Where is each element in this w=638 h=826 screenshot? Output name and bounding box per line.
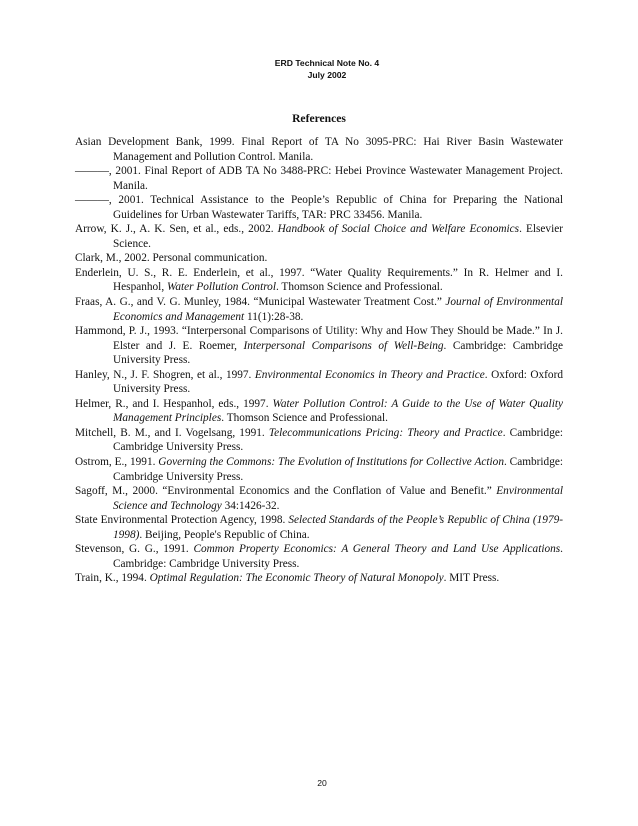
reference-text: Train, K., 1994. <box>75 572 150 585</box>
reference-title: Interpersonal Comparisons of Well-Being <box>243 339 444 352</box>
reference-text: Sagoff, M., 2000. “Environmental Economics and the Conflation of Value and Benefit.” <box>75 485 497 498</box>
reference-text: Hammond, P. J., 1993. “Interpersonal Comparisons of Utility: Why and How They Should be Made.” In J. Elster and J. E. Roemer, <box>75 325 563 352</box>
reference-entry <box>75 324 563 368</box>
reference-text: . Beijing, People's Republic of China. <box>139 528 310 541</box>
reference-text: Fraas, A. G., and V. G. Munley, 1984. “Municipal Wastewater Treatment Cost.” <box>75 296 446 309</box>
reference-text: . Oxford: Oxford University Press. <box>113 368 563 396</box>
reference-text: . Thomson Science and Professional. <box>275 281 443 294</box>
reference-text: Mitchell, B. M., and I. Vogelsang, 1991. <box>75 426 269 439</box>
reference-entry <box>75 542 563 571</box>
reference-text: Helmer, R., and I. Hespanhol, eds., 1997. <box>75 397 273 410</box>
reference-entry <box>75 251 563 266</box>
reference-entry <box>75 164 563 193</box>
reference-text: ———, 2001. Final Report of ADB TA No 3488-PRC: Hebei Province Wastewater Management Project. Manila. <box>75 165 563 192</box>
reference-text: Ostrom, E., 1991. <box>75 456 159 469</box>
reference-entry <box>75 295 563 324</box>
reference-text: . Cambridge: Cambridge University Press. <box>113 426 563 454</box>
header-note-title: ERD Technical Note No. 4 <box>274 58 380 68</box>
reference-text: . Cambridge: Cambridge University Press. <box>113 339 563 367</box>
reference-entry <box>75 426 563 455</box>
reference-entry <box>75 484 563 513</box>
reference-title: Optimal Regulation: The Economic Theory of Natural Monopoly <box>149 572 444 585</box>
section-title: References <box>292 112 346 125</box>
reference-text: . Cambridge: Cambridge University Press. <box>113 543 563 570</box>
reference-text: . MIT Press. <box>443 572 500 585</box>
reference-entry <box>75 135 563 164</box>
reference-entry <box>75 571 563 586</box>
reference-title: Telecommunications Pricing: Theory and Practice <box>268 426 503 439</box>
reference-title: Handbook of Social Choice and Welfare Economics <box>277 223 520 236</box>
reference-title: Environmental Science and Technology <box>113 485 563 512</box>
reference-text: . Elsevier Science. <box>113 223 563 250</box>
reference-title: Selected Standards of the People’s Republic of China (1979-1998) <box>113 514 563 541</box>
page-number: 20 <box>317 778 327 788</box>
reference-entry <box>75 368 563 397</box>
reference-list <box>75 135 563 586</box>
reference-title: Environmental Economics in Theory and Practice <box>254 368 485 381</box>
reference-text: Arrow, K. J., A. K. Sen, et al., eds., 2002. <box>75 223 278 236</box>
reference-entry <box>75 455 563 484</box>
reference-text: . Cambridge: Cambridge University Press. <box>113 456 563 483</box>
reference-text: Stevenson, G. G., 1991. <box>75 543 194 556</box>
reference-title: Governing the Commons: The Evolution of Institutions for Collective Action <box>158 456 504 469</box>
reference-text: Enderlein, U. S., R. E. Enderlein, et al., 1997. “Water Quality Requirements.” In R. Helmer and I. Hespanhol, <box>75 266 563 294</box>
reference-text: 11(1):28-38. <box>244 310 304 323</box>
reference-text: ———, 2001. Technical Assistance to the People’s Republic of China for Preparing the National Guidelines for Urban Wastewater Tariffs, TAR: PRC 33456. Manila. <box>75 194 563 221</box>
reference-entry <box>75 266 563 295</box>
header-date: July 2002 <box>307 70 347 80</box>
reference-text: State Environmental Protection Agency, 1998. <box>75 514 289 527</box>
reference-entry <box>75 397 563 426</box>
reference-title: Water Pollution Control <box>166 281 276 294</box>
reference-text: 34:1426-32. <box>221 499 280 512</box>
reference-title: Journal of Environmental Economics and Management <box>113 296 563 323</box>
reference-text: . Thomson Science and Professional. <box>221 412 388 425</box>
reference-title: Water Pollution Control: A Guide to the Use of Water Quality Management Principles <box>113 397 563 425</box>
page-header <box>0 57 638 81</box>
reference-text: Clark, M., 2002. Personal communication. <box>75 252 268 265</box>
reference-title: Common Property Economics: A General Theory and Land Use Applications <box>193 543 561 556</box>
reference-entry <box>75 193 563 222</box>
reference-text: Hanley, N., J. F. Shogren, et al., 1997. <box>75 368 255 381</box>
reference-entry <box>75 513 563 542</box>
reference-entry <box>75 222 563 251</box>
reference-text: Asian Development Bank, 1999. Final Report of TA No 3095-PRC: Hai River Basin Wastewater Management and Pollution Control. Manila. <box>75 136 563 163</box>
